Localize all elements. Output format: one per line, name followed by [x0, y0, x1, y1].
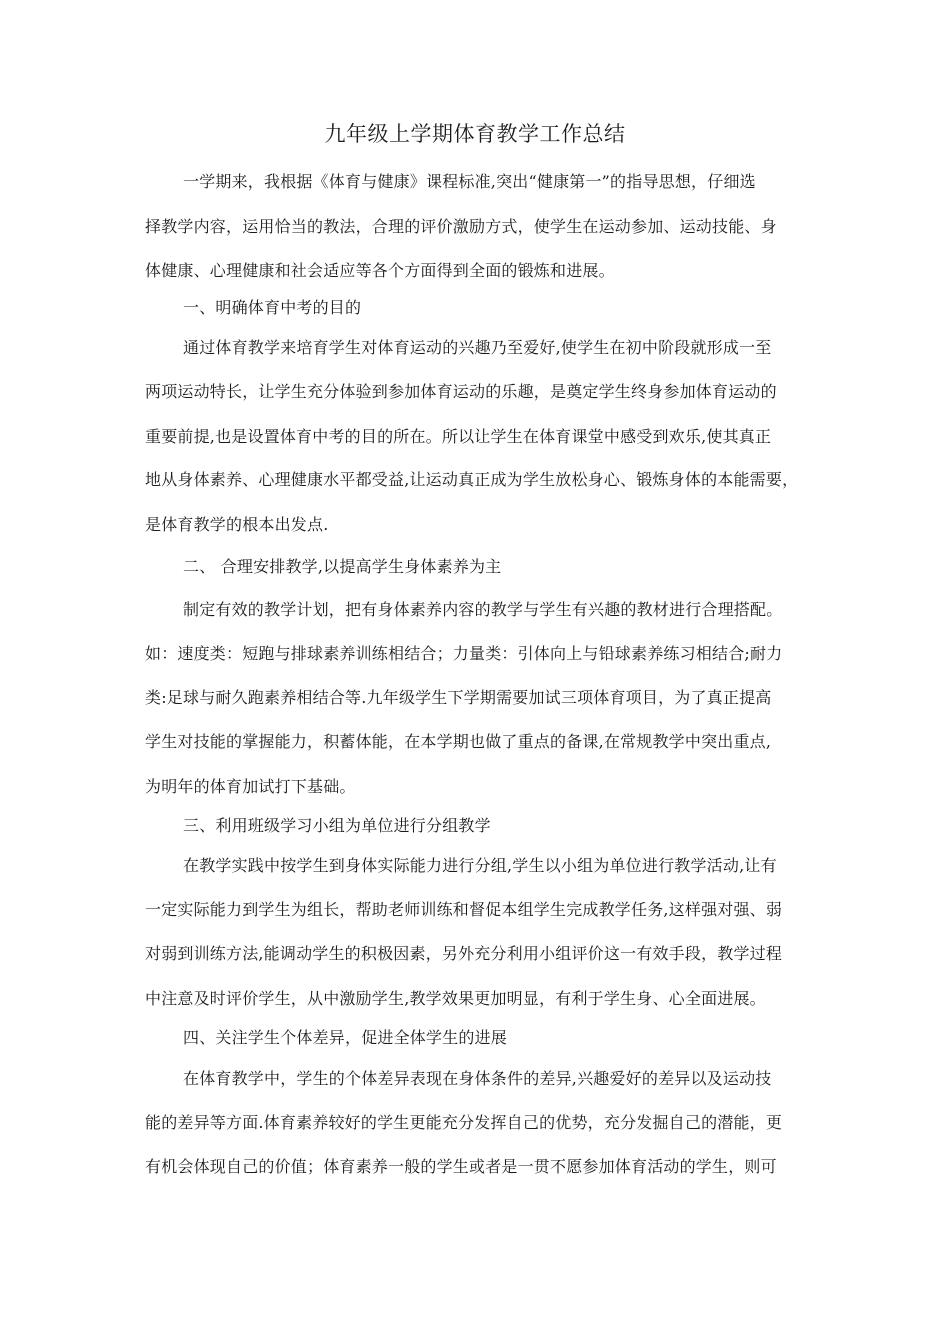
- paragraph-line: 为明年的体育加试打下基础。: [145, 777, 356, 796]
- paragraph-line: 中注意及时评价学生，从中激励学生,教学效果更加明显，有利于学生身、心全面进展。: [145, 989, 766, 1008]
- paragraph-line: 类:足球与耐久跑素养相结合等.九年级学生下学期需要加试三项体育项目，为了真正提高: [145, 688, 772, 707]
- section-heading-4: 四、关注学生个体差异，促进全体学生的进展: [183, 1028, 508, 1047]
- paragraph-line: 一定实际能力到学生为组长，帮助老师训练和督促本组学生完成教学任务,这样强对强、弱: [145, 900, 783, 919]
- paragraph-line: 两项运动特长，让学生充分体验到参加体育运动的乐趣，是奠定学生终身参加体育运动的: [145, 382, 777, 401]
- paragraph-line: 在体育教学中，学生的个体差异表现在身体条件的差异,兴趣爱好的差异以及运动技: [183, 1069, 772, 1088]
- document-title: 九年级上学期体育教学工作总结: [324, 122, 626, 146]
- paragraph-line: 有机会体现自己的价值；体育素养一般的学生或者是一贯不愿参加体育活动的学生，则可: [145, 1157, 777, 1176]
- paragraph-line: 能的差异等方面.体育素养较好的学生更能充分发挥自己的优势，充分发掘自己的潜能，更: [145, 1113, 783, 1132]
- paragraph-line: 择教学内容，运用恰当的教法，合理的评价激励方式，使学生在运动参加、运动技能、身: [145, 217, 777, 236]
- paragraph-line: 如：速度类：短跑与排球素养训练相结合；力量类：引体向上与铅球素养练习相结合;耐力: [145, 644, 783, 663]
- section-heading-3: 三、利用班级学习小组为单位进行分组教学: [183, 816, 491, 835]
- paragraph-line: 一学期来，我根据《体育与健康》课程标准,突出“健康第一”的指导思想，仔细选: [183, 172, 756, 191]
- section-heading-2: 二、 合理安排教学,以提高学生身体素养为主: [183, 557, 502, 576]
- paragraph-line: 在教学实践中按学生到身体实际能力进行分组,学生以小组为单位进行教学活动,让有: [183, 856, 777, 875]
- paragraph-line: 对弱到训练方法,能调动学生的积极因素，另外充分利用小组评价这一有效手段，教学过程: [145, 944, 783, 963]
- paragraph-line: 通过体育教学来培育学生对体育运动的兴趣乃至爱好,使学生在初中阶段就形成一至: [183, 338, 772, 357]
- paragraph-line: 制定有效的教学计划，把有身体素养内容的教学与学生有兴趣的教材进行合理搭配。: [183, 600, 783, 619]
- paragraph-line: 体健康、心理健康和社会适应等各个方面得到全面的锻炼和进展。: [145, 261, 615, 280]
- paragraph-line: 学生对技能的掌握能力，积蓄体能，在本学期也做了重点的备课,在常规教学中突出重点,: [145, 732, 772, 751]
- paragraph-line: 地从身体素养、心理健康水平都受益,让运动真正成为学生放松身心、锻炼身体的本能需要，: [145, 470, 799, 489]
- paragraph-line: 是体育教学的根本出发点.: [145, 515, 329, 534]
- section-heading-1: 一、明确体育中考的目的: [183, 298, 362, 317]
- paragraph-line: 重要前提,也是设置体育中考的目的所在。所以让学生在体育课堂中感受到欢乐,使其真正: [145, 427, 772, 446]
